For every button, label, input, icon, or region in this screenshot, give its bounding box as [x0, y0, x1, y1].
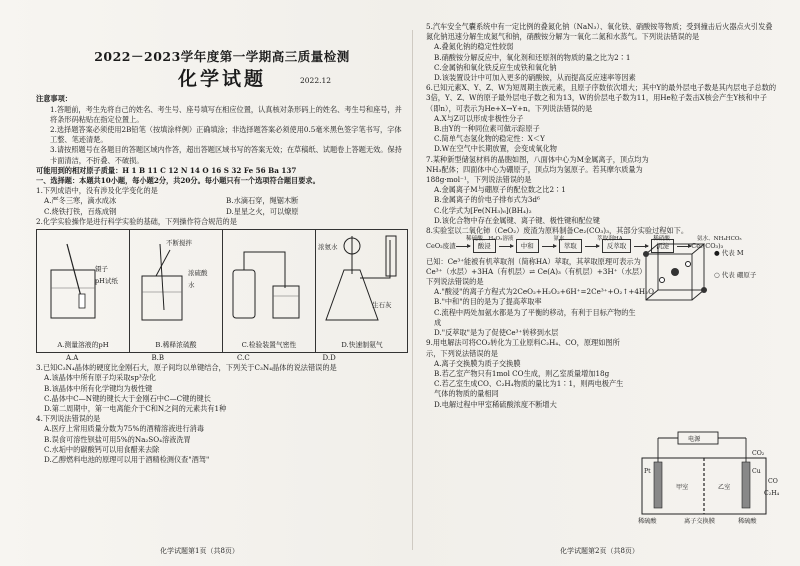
flow-step-precipitate: 沉淀	[651, 239, 674, 253]
exam-date: 2022.12	[300, 76, 332, 85]
legend-metal-symbol: M	[736, 249, 744, 257]
q1-option-d: D.星星之火，可以燎原	[226, 206, 299, 216]
q1-option-a: A.严冬三寒，滴水成冰	[44, 196, 117, 206]
fig-d-caption: D.快速制氨气	[341, 340, 383, 349]
footer-left: 化学试题第1页（共8页）	[160, 547, 239, 555]
cu-label: Cu	[752, 468, 761, 475]
q2-answer-d: D.D	[322, 354, 336, 363]
section-heading: 一、选择题：本题共10小题，每小题2分，共20分。每小题只有一个选项符合题目要求。	[36, 176, 320, 186]
q3-option-c: C.晶体中C—N键的键长大于金刚石中C—C键的键长	[44, 393, 211, 403]
q6-option-c: C.简单气态氢化物的稳定性：X＜Y	[434, 134, 545, 144]
fig-b-caption: B.稀释浓硫酸	[155, 340, 197, 349]
flow-arrow	[456, 246, 470, 247]
reagent-2: 氨水	[553, 236, 565, 243]
q7-crystal-figure	[640, 240, 790, 306]
q8-option-a: A."酸浸"的离子方程式为2CeO₂+H₂O₂+6H⁺=2Ce³⁺+O₂↑+4H₂O	[434, 287, 654, 297]
electrolysis-cell-illustration	[628, 428, 784, 528]
chamber-b-label: 乙室	[718, 484, 731, 491]
q9-option-b: B.若乙室产物只有1mol CO生成，则乙室质量增加18g	[434, 368, 610, 378]
atomic-masses: 可能用到的相对原子质量：H 1 B 11 C 12 N 14 O 16 S 32 Fe 56 Ba 137	[36, 165, 297, 175]
q3-stem: 3.已知C₃N₄晶体的硬度比金刚石大，原子间均以单键结合，下列关于C₃N₄晶体的说法错误的是	[36, 363, 337, 373]
fig-a-caption: A.测量溶液的pH	[57, 340, 109, 349]
legend-metal-text: 代表	[721, 249, 735, 257]
q1-option-b: B.水滴石穿，绳锯木断	[226, 196, 299, 206]
q8-stem: 8.实验室以二氧化铈（CeO₂）废渣为原料制备Ce₂(CO₃)₃，其部分实验过程如下。	[426, 226, 689, 236]
q5-option-d: D.该装置设计中可加入更多的硝酸铵，从而提高反应速率等因素	[434, 73, 636, 83]
flow-arrow	[585, 246, 599, 247]
q8-option-b: B."中和"的目的是为了提高萃取率	[434, 297, 542, 307]
notice-item: 3.请按照题号在各题目的答题区域内作答，超出答题区域书写的答案无效；在草稿纸、试题卷上答题无效。保持卡面清洁，不折叠、不破损。	[50, 145, 402, 165]
q6-stem: 6.已知元素X、Y、Z、W为短周期主族元素，且原子序数依次增大；其中Y的最外层电子数是其内层电子总数的3倍，Y、Z、W的原子最外层电子数之和为13，W的价层电子数为11，用He粒子轰击X核会产生Y核和中子（即n），可表示为He+X→Y+n。下列说法错误的是	[426, 83, 777, 113]
page-divider	[412, 30, 413, 550]
legend-boron-text: 代表	[721, 271, 735, 279]
q9-electrolysis-figure	[628, 428, 784, 528]
fig-b-label-stir: 不断搅拌	[166, 239, 192, 248]
flow-arrow	[499, 246, 513, 247]
fig-a	[37, 230, 130, 352]
notice-item: 2.选择题答案必须使用2B铅笔（按填涂样例）正确填涂；非选择题答案必须使用0.5毫米黑色签字笔书写，字体工整、笔迹清楚。	[50, 125, 402, 145]
notice-heading: 注意事项：	[36, 94, 72, 104]
fig-b-label-acid: 浓硫酸	[188, 269, 208, 278]
q1-options	[36, 196, 408, 206]
q8-option-d: D."反萃取"是为了促使Ce³⁺转移到水层	[434, 328, 559, 338]
q4-option-b: B.误食可溶性钡盐可用5%的Na₂SO₄溶液洗胃	[44, 434, 191, 444]
co2-label: CO₂	[752, 450, 765, 457]
q9-option-a: A.离子交换膜为质子交换膜	[434, 358, 521, 368]
legend-boron-label: 硼原子	[736, 271, 757, 279]
q3-option-a: A.该晶体中所有原子均采取sp³杂化	[44, 373, 157, 383]
q9-stem: 9.用电解法可将CO₂转化为工业原料C₂H₄、CO，原理如图所示，下列说法错误的是	[426, 338, 620, 358]
q7-option-b: B.金属离子的价电子排布式为3d⁶	[434, 195, 540, 205]
left-page	[36, 22, 408, 465]
q1-option-c: C.烧铁打铁，百炼成钢	[44, 206, 117, 216]
q4-option-d: D.乙醇燃料电池的原理可以用于酒精检测仪查"酒驾"	[44, 455, 210, 465]
q5-option-b: B.硝酸铵分解反应中，氧化剂和还原剂的物质的量之比为2∶1	[434, 52, 631, 62]
fig-d-label-ammonia: 浓氨水	[318, 243, 338, 252]
right-page	[426, 22, 778, 410]
co-label: CO	[768, 478, 778, 485]
fig-c-caption: C.检验装置气密性	[241, 340, 297, 349]
q7-stem: 7.某种新型储氢材料的晶胞如图，八面体中心为M金属离子，顶点均为NH₃配体；四面体中心为硼原子，顶点均为氢原子。若其摩尔质量为188g·mol⁻¹，下列说法错误的是	[426, 154, 649, 185]
fig-d-label-lime: 生石灰	[372, 301, 392, 310]
fig-a-label-ph-paper: pH试纸	[95, 277, 118, 286]
q2-answer-a: A.A	[66, 354, 79, 363]
reagent-1: 稀硫酸、H₂O₂溶液	[466, 236, 514, 243]
q7-option-c: C.化学式为[Fe(NH₃)₆](BH₄)₂	[434, 205, 532, 215]
q6-option-d: D.W在空气中长期放置，会变成氧化物	[434, 144, 557, 154]
power-label: 电源	[688, 436, 701, 443]
q2-answer-c: C.C	[237, 354, 250, 363]
flow-arrow	[542, 246, 556, 247]
fig-d	[316, 230, 408, 352]
q9-option-c: C.若乙室生成CO、C₂H₄物质的量比为1∶1，则两电极产生气体的物质的量相同	[434, 379, 624, 399]
flow-step-acid-leach: 酸浸	[473, 239, 496, 253]
flow-step-neutralize: 中和	[516, 239, 539, 253]
q5-option-c: C.金属钠和氧化铁反应生成铁和氧化钠	[434, 62, 557, 72]
q8-equation: Ce³⁺（水层）+3HA（有机层）⇌ Ce(A)₃（有机层）+3H⁺（水层）	[426, 266, 647, 276]
subject-title: 化学试题	[177, 68, 266, 91]
q2-answer-b: B.B	[151, 354, 165, 363]
q1-options-row2	[36, 207, 408, 217]
q8-sub: 下列说法错误的是	[426, 277, 484, 287]
airtight-check-illustration	[223, 230, 315, 330]
acid-right-label: 稀硫酸	[738, 518, 757, 525]
q4-option-a: A.医疗上常用质量分数为75%的酒精溶液进行消毒	[44, 424, 205, 434]
q3-option-d: D.第二周期中，第一电离能介于C和N之间的元素共有1种	[44, 404, 227, 414]
q7-option-d: D.该化合物中存在金属键、离子键、极性键和配位键	[434, 215, 600, 225]
legend-boron: ○ 代表 硼原子	[714, 271, 757, 279]
q3-option-b: B.该晶体中所有化学键均为极性键	[44, 383, 153, 393]
chamber-a-label: 甲室	[676, 484, 689, 491]
footer-right: 化学试题第2页（共8页）	[560, 547, 639, 555]
q2-stem: 2.化学实验操作是进行科学实验的基础，下列操作符合规范的是	[36, 216, 237, 226]
fig-a-label-tweezers: 镊子	[95, 265, 108, 274]
c2h4-label: C₂H₄	[764, 490, 780, 497]
q2-answers	[36, 353, 408, 363]
q7-option-a: A.金属离子M与硼原子的配位数之比2∶1	[434, 185, 566, 195]
fig-b-label-water: 水	[188, 281, 195, 290]
q9-option-d: D.电解过程中甲室稀硫酸浓度不断增大	[434, 399, 557, 409]
exam-title: 2022－2023学年度第一学期高三质量检测	[94, 49, 350, 64]
fig-c	[223, 230, 316, 352]
q6-option-a: A.X与Z可以形成非极性分子	[434, 113, 524, 123]
reagent-3: 萃取剂HA	[597, 236, 623, 243]
q6-option-b: B.由Y的一种同位素可做示踪原子	[434, 124, 540, 134]
flow-step-back-extract: 反萃取	[602, 239, 632, 253]
q8-option-c: C.流程中两处加氨水都是为了平衡的移动，有利于目标产物的生成	[434, 307, 636, 327]
q5-option-a: A.叠氮化钠的稳定性较弱	[434, 42, 514, 52]
crystal-cell-illustration	[640, 240, 710, 304]
q4-stem: 4.下列说法错误的是	[36, 414, 101, 424]
q8-known: 已知：Ce³⁺能被有机萃取剂（简称HA）萃取，其萃取原理可表示为	[426, 256, 641, 266]
flow-step-extract: 萃取	[559, 239, 582, 253]
q2-figure	[36, 229, 408, 353]
flow-start: CeO₂废渣	[426, 242, 456, 251]
acid-left-label: 稀硫酸	[638, 518, 657, 525]
q1-stem: 1.下列成语中，没有涉及化学变化的是	[36, 186, 158, 196]
q4-option-c: C.水垢中的碳酸钙可以用食醋来去除	[44, 444, 160, 454]
membrane-label: 离子交换膜	[684, 518, 715, 525]
pt-label: Pt	[644, 468, 651, 475]
reagent-4: 稀硝酸	[653, 236, 670, 243]
reagent-5: 氨水、NH₄HCO₃	[696, 236, 742, 243]
notice-item: 1.答题前，考生先将自己的姓名、考生号、座号填写在相应位置，认真核对条形码上的姓名、考生号和座号，并将条形码粘贴在指定位置上。	[50, 104, 402, 124]
q5-stem: 5.汽车安全气囊系统中有一定比例的叠氮化钠（NaN₃）、氧化铁、硝酸铵等物质；受到撞击后火器点火引发叠氮化钠迅速分解生成氮气和钠，硝酸铵分解为一氧化二氮和水蒸气。下列说法错误的是	[426, 22, 773, 42]
legend-metal: ● 代表 M	[714, 249, 744, 257]
fig-b	[130, 230, 223, 352]
flow-end: Ce₂(CO₃)₃	[691, 242, 724, 251]
